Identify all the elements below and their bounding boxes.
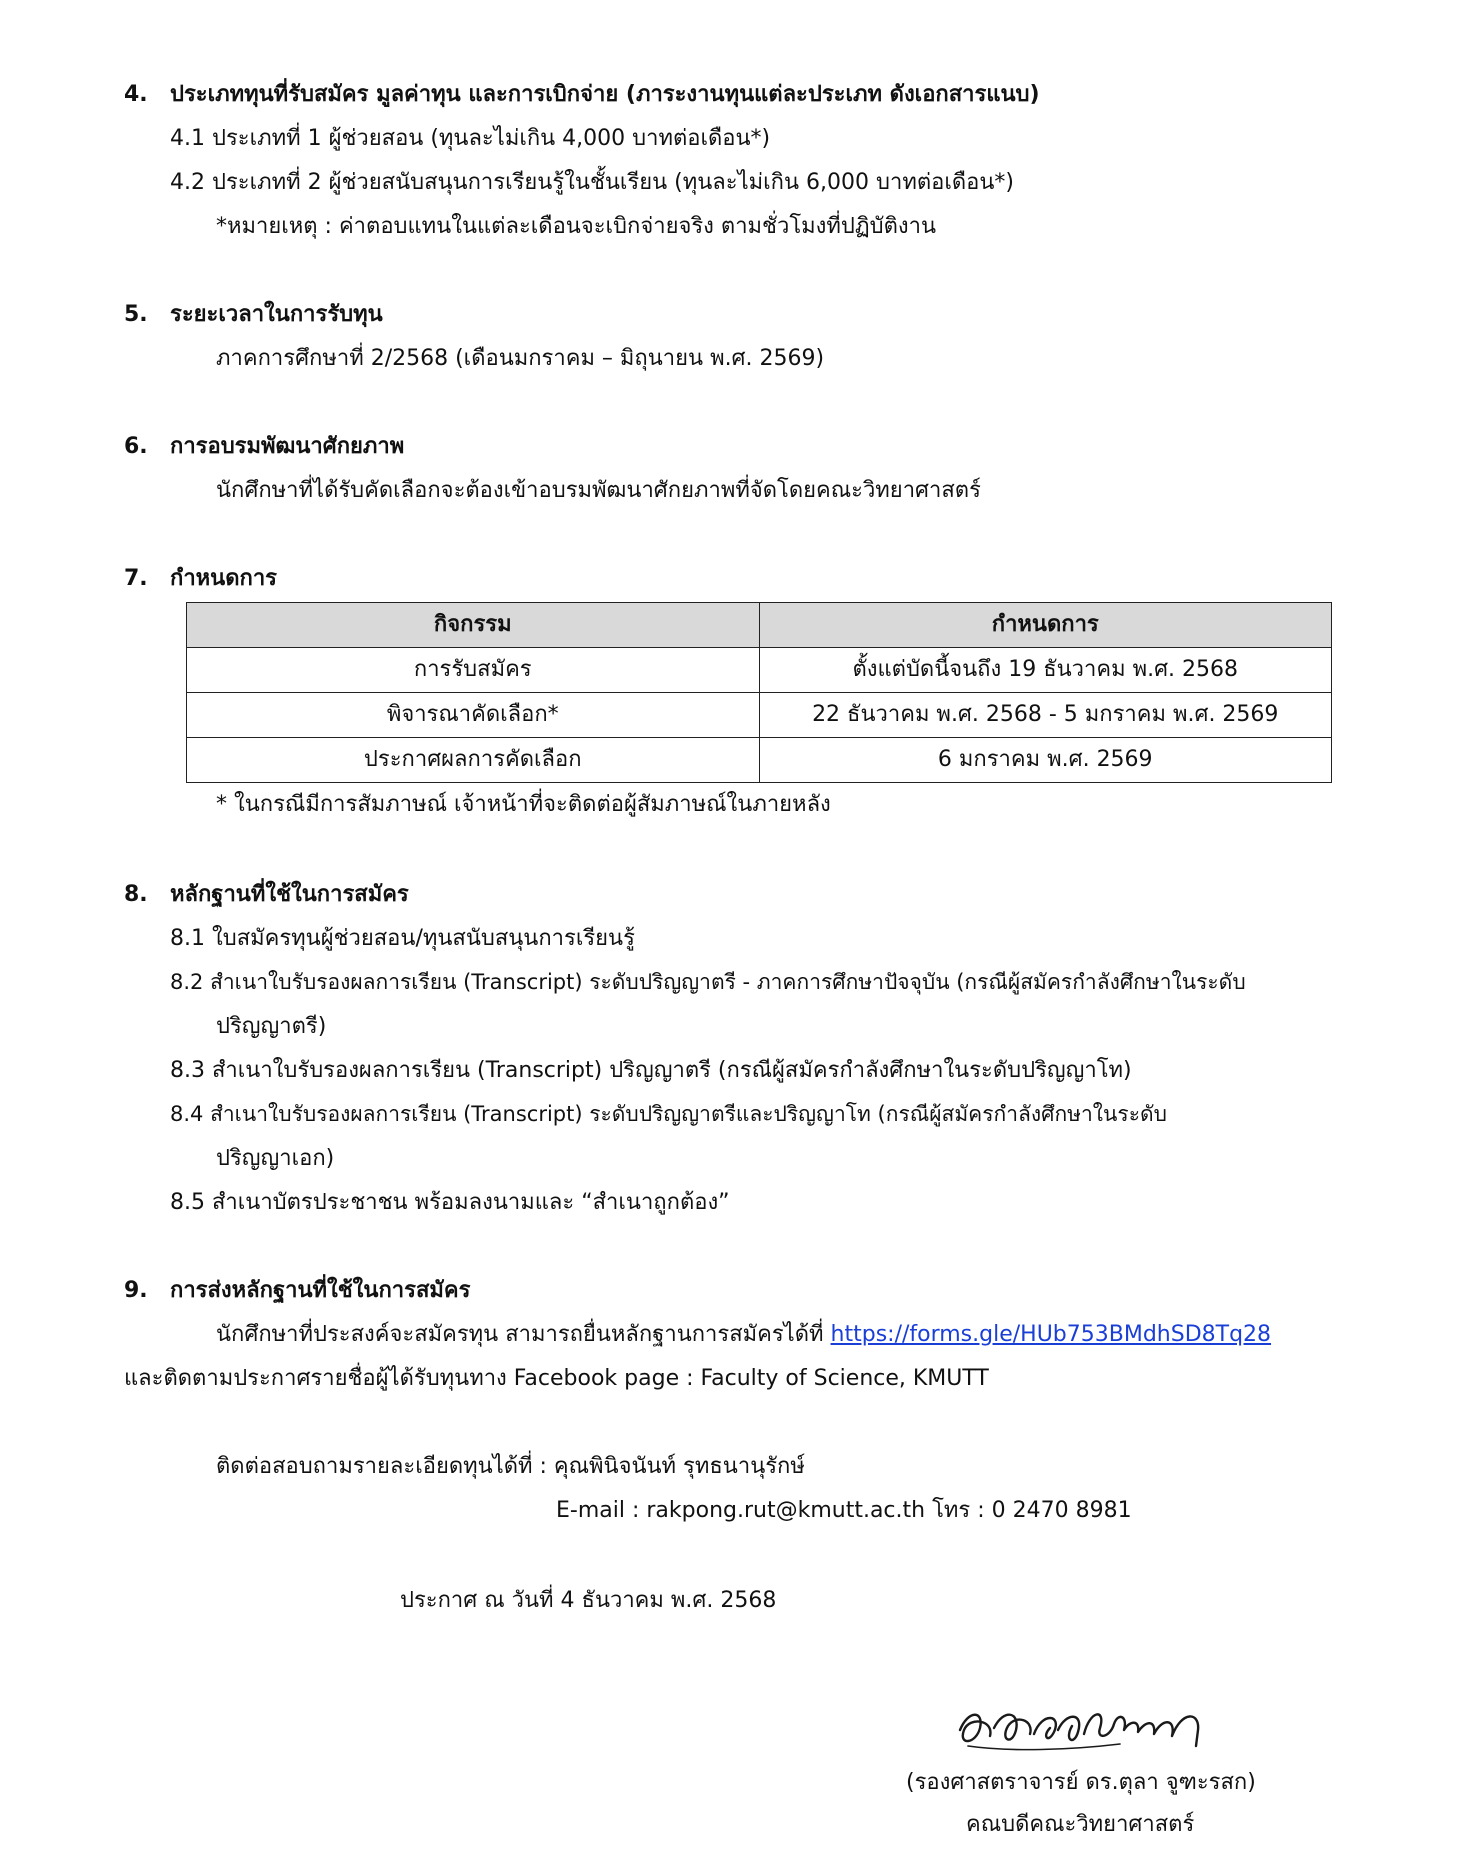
section-8-item-5: 8.5 สำเนาบัตรประชาชน พร้อมลงนามและ “สำเนาถูกต้อง”: [170, 1190, 730, 1215]
section-4-title: ประเภททุนที่รับสมัคร มูลค่าทุน และการเบิกจ่าย (ภาระงานทุนแต่ละประเภท ดังเอกสารแนบ): [170, 82, 1040, 107]
section-7-footnote: * ในกรณีมีการสัมภาษณ์ เจ้าหน้าที่จะติดต่อผู้สัมภาษณ์ในภายหลัง: [216, 792, 831, 817]
table-cell-date: ตั้งแต่บัดนี้จนถึง 19 ธันวาคม พ.ศ. 2568: [759, 648, 1332, 693]
section-4-item-2: 4.2 ประเภทที่ 2 ผู้ช่วยสนับสนุนการเรียนรู้ในชั้นเรียน (ทุนละไม่เกิน 6,000 บาทต่อเดือน*): [170, 170, 1014, 195]
section-4-note: *หมายเหตุ : ค่าตอบแทนในแต่ละเดือนจะเบิกจ่ายจริง ตามชั่วโมงที่ปฏิบัติงาน: [216, 214, 937, 239]
section-7-title: กำหนดการ: [170, 566, 277, 591]
section-9-body-line-2: และติดตามประกาศรายชื่อผู้ได้รับทุนทาง Facebook page : Faculty of Science, KMUTT: [124, 1366, 989, 1391]
section-7-number: 7.: [124, 566, 148, 591]
table-cell-activity: ประกาศผลการคัดเลือก: [187, 738, 760, 783]
table-cell-date: 22 ธันวาคม พ.ศ. 2568 - 5 มกราคม พ.ศ. 2569: [759, 693, 1332, 738]
table-header-schedule: กำหนดการ: [759, 603, 1332, 648]
application-form-link[interactable]: https://forms.gle/HUb753BMdhSD8Tq28: [830, 1322, 1272, 1347]
section-9-title: การส่งหลักฐานที่ใช้ในการสมัคร: [170, 1278, 471, 1303]
section-8-item-2: 8.2 สำเนาใบรับรองผลการเรียน (Transcript) ระดับปริญญาตรี - ภาคการศึกษาปัจจุบัน (กรณีผู้สมัครกำลังศึกษาในระดับ: [170, 970, 1246, 994]
section-6-number: 6.: [124, 434, 148, 459]
table-cell-date: 6 มกราคม พ.ศ. 2569: [759, 738, 1332, 783]
section-9-body-text: นักศึกษาที่ประสงค์จะสมัครทุน สามารถยื่นหลักฐานการสมัครได้ที่: [216, 1322, 831, 1347]
section-8-title: หลักฐานที่ใช้ในการสมัคร: [170, 882, 409, 907]
section-8-item-3: 8.3 สำเนาใบรับรองผลการเรียน (Transcript) ปริญญาตรี (กรณีผู้สมัครกำลังศึกษาในระดับปริญญาโท): [170, 1058, 1132, 1083]
section-8-item-4: 8.4 สำเนาใบรับรองผลการเรียน (Transcript) ระดับปริญญาตรีและปริญญาโท (กรณีผู้สมัครกำลังศึกษาในระดับ: [170, 1102, 1167, 1126]
table-header-row: [187, 603, 1332, 648]
contact-email-phone: E-mail : rakpong.rut@kmutt.ac.th โทร : 0 2470 8981: [556, 1498, 1132, 1523]
section-8-number: 8.: [124, 882, 148, 907]
announcement-date: ประกาศ ณ วันที่ 4 ธันวาคม พ.ศ. 2568: [400, 1588, 777, 1613]
section-4-item-1: 4.1 ประเภทที่ 1 ผู้ช่วยสอน (ทุนละไม่เกิน 4,000 บาทต่อเดือน*): [170, 126, 771, 151]
schedule-table: [186, 602, 1332, 783]
section-6-title: การอบรมพัฒนาศักยภาพ: [170, 434, 405, 459]
section-5-title: ระยะเวลาในการรับทุน: [170, 302, 383, 327]
section-5-body: ภาคการศึกษาที่ 2/2568 (เดือนมกราคม – มิถุนายน พ.ศ. 2569): [216, 346, 825, 371]
section-8-item-2-cont: ปริญญาตรี): [216, 1014, 327, 1039]
table-header-activity: กิจกรรม: [187, 603, 760, 648]
section-8-item-1: 8.1 ใบสมัครทุนผู้ช่วยสอน/ทุนสนับสนุนการเรียนรู้: [170, 926, 635, 951]
signer-name: (รองศาสตราจารย์ ดร.ตุลา จูฑะรสก): [906, 1770, 1256, 1795]
section-8-item-4-cont: ปริญญาเอก): [216, 1146, 335, 1171]
contact-person: ติดต่อสอบถามรายละเอียดทุนได้ที่ : คุณพินิจนันท์ รุทธนานุรักษ์: [216, 1454, 805, 1479]
table-cell-activity: การรับสมัคร: [187, 648, 760, 693]
signature-image: [950, 1690, 1220, 1760]
section-4-number: 4.: [124, 82, 148, 107]
table-row: [187, 738, 1332, 783]
section-9-number: 9.: [124, 1278, 148, 1303]
section-9-body-line-1: [216, 1322, 1271, 1348]
section-5-number: 5.: [124, 302, 148, 327]
table-cell-activity: พิจารณาคัดเลือก*: [187, 693, 760, 738]
table-row: [187, 648, 1332, 693]
table-row: [187, 693, 1332, 738]
signer-position: คณบดีคณะวิทยาศาสตร์: [966, 1812, 1195, 1837]
section-6-body: นักศึกษาที่ได้รับคัดเลือกจะต้องเข้าอบรมพัฒนาศักยภาพที่จัดโดยคณะวิทยาศาสตร์: [216, 478, 981, 503]
